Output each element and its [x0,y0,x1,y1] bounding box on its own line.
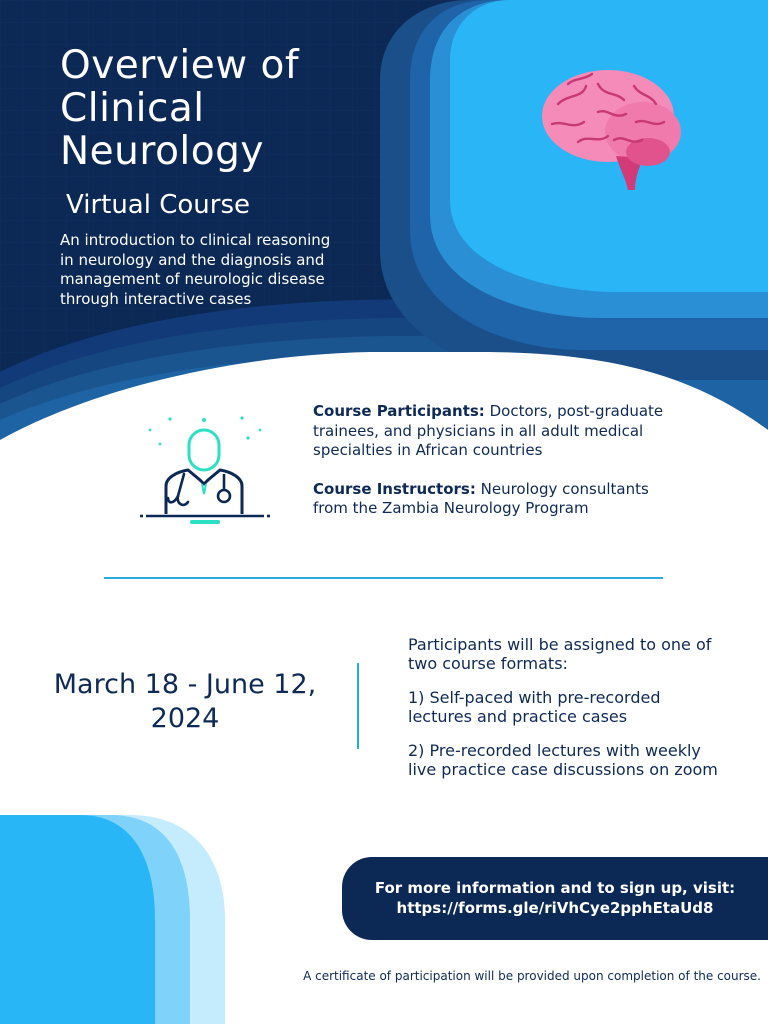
page-title: Overview of Clinical Neurology [60,43,300,174]
participants-label: Course Participants: [313,402,485,420]
course-formats [408,636,728,795]
course-subtitle: Virtual Course [66,190,250,220]
formats-intro: Participants will be assigned to one of two course formats: [408,635,712,673]
brain-icon [538,64,686,192]
course-tagline: An introduction to clinical reasoning in neurology and the diagnosis and management of neurologic disease through interactive cases [60,231,331,308]
instructors-label: Course Instructors: [313,479,476,498]
format-option-1: 1) Self-paced with pre-recorded lectures and practice cases [408,688,661,726]
doctor-stethoscope-icon [140,414,270,530]
course-info [313,402,683,538]
signup-banner [342,857,768,940]
signup-link[interactable]: https://forms.gle/riVhCye2pphEtaUd8 [396,899,714,917]
participants-text: Doctors, post-graduate trainees, and physicians in all adult medical specialties in African countries [313,402,664,459]
participants-paragraph [313,402,683,461]
format-option-2: 2) Pre-recorded lectures with weekly live practice case discussions on zoom [408,741,718,779]
course-dates [20,668,350,736]
dates-line-1: March 18 - June 12, [53,669,317,700]
instructors-text: Neurology consultants from the Zambia Neurology Program [313,479,649,517]
section-divider [104,577,663,579]
dates-line-2: 2024 [150,703,220,734]
vertical-divider [357,663,359,749]
certificate-note: A certificate of participation will be provided upon completion of the course. [303,969,761,983]
instructors-paragraph [313,480,683,519]
signup-text: For more information and to sign up, visit: [374,879,736,897]
